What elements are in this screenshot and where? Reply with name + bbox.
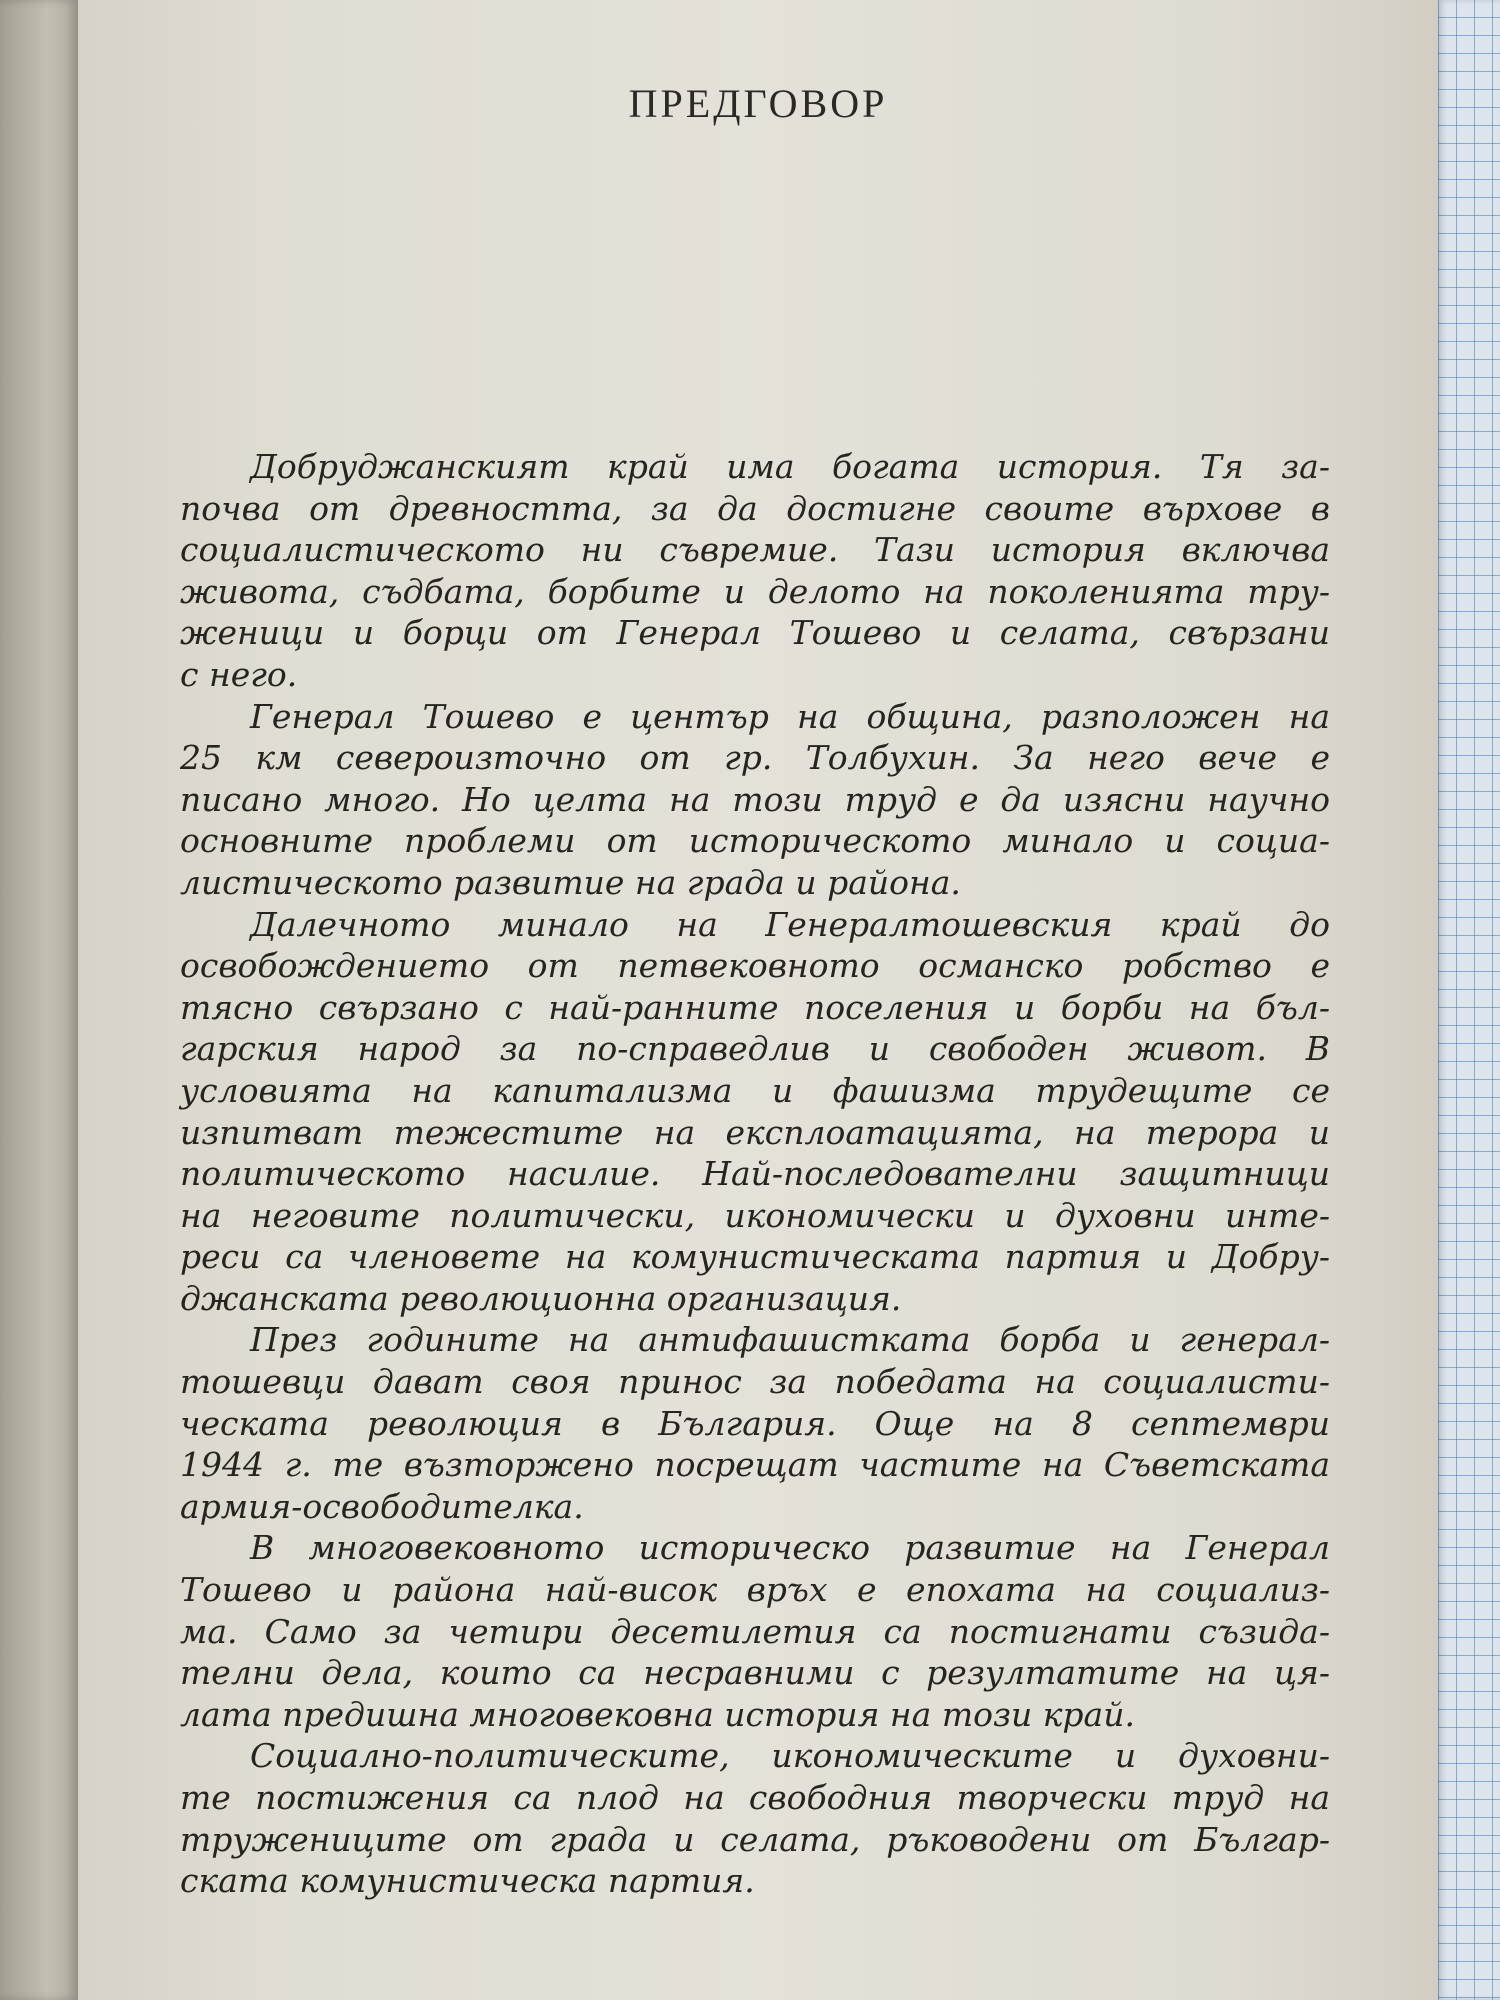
text-line: джанската революционна организация. (180, 1278, 902, 1318)
text-line: освобождението от петвековното османско робство е (180, 946, 1330, 986)
text-line: живота, съдбата, борбите и делото на поколенията тру- (180, 571, 1330, 611)
left-page-edge (0, 0, 78, 2000)
text-line: Добруджанският край има богата история. Тя за- (250, 447, 1330, 486)
text-line: на неговите политически, икономически и духовни инте- (180, 1195, 1330, 1235)
text-line: те постижения са плод на свободния творчески труд на (180, 1778, 1330, 1817)
text-line: Социално-политическите, икономическите и духовни- (250, 1736, 1330, 1776)
text-line: Далечното минало на Генералтошевския край до (250, 904, 1330, 944)
text-line: писано много. Но целта на този труд е да изясни научно (180, 779, 1330, 819)
text-line: листическото развитие на града и района. (180, 862, 961, 902)
text-line: 25 км североизточно от гр. Толбухин. За него вече е (180, 738, 1330, 778)
text-line: основните проблеми от историческото минало и социа- (180, 821, 1330, 861)
text-line: политическото насилие. Най-последователни защитници (180, 1154, 1330, 1194)
text-line: ската комунистическа партия. (180, 1861, 755, 1901)
body-text (180, 446, 1330, 1902)
text-line: Генерал Тошево е център на община, разположен на (250, 696, 1330, 736)
paragraph (180, 1527, 1330, 1735)
page-title: ПРЕДГОВОР (628, 81, 888, 126)
text-line: реси са членовете на комунистическата партия и Добру- (180, 1237, 1330, 1277)
paragraph (180, 446, 1330, 696)
text-line: гарския народ за по-справедлив и свободен живот. В (180, 1029, 1330, 1069)
paragraph (180, 1735, 1330, 1901)
grid-paper-edge (1438, 0, 1500, 2000)
text-line: Тошево и района най-висок връх е епохата на социализ- (180, 1570, 1330, 1610)
text-line: с него. (180, 654, 298, 694)
text-line: тружениците от града и селата, ръководени от Българ- (180, 1819, 1330, 1859)
text-line: армия-освободителка. (180, 1486, 584, 1526)
paragraph (180, 904, 1330, 1320)
text-line: телни дела, които са несравними с резултатите на ця- (180, 1653, 1330, 1693)
paragraph (180, 696, 1330, 904)
paragraph (180, 1319, 1330, 1527)
text-line: изпитват тежестите на експлоатацията, на терора и (180, 1112, 1330, 1152)
text-line: тошевци дават своя принос за победата на социалисти- (180, 1362, 1330, 1402)
text-line: В многовековното историческо развитие на Генерал (250, 1528, 1330, 1568)
text-line: почва от древността, за да достигне своите върхове в (180, 488, 1330, 528)
text-line: тясно свързано с най-ранните поселения и борби на бъл- (180, 987, 1330, 1027)
text-line: женици и борци от Генерал Тошево и селата, свързани (180, 613, 1330, 653)
text-line: ма. Само за четири десетилетия са постигнати съзида- (180, 1611, 1330, 1651)
text-line: През годините на антифашистката борба и генерал- (250, 1320, 1330, 1360)
text-line: ческата революция в България. Още на 8 септември (180, 1403, 1330, 1443)
text-line: условията на капитализма и фашизма трудещите се (180, 1070, 1330, 1110)
text-line: 1944 г. те възторжено посрещат частите на Съветската (180, 1445, 1330, 1485)
text-line: социалистическото ни съвремие. Тази история включва (180, 530, 1330, 570)
text-line: лата предишна многовековна история на този край. (180, 1694, 1135, 1734)
